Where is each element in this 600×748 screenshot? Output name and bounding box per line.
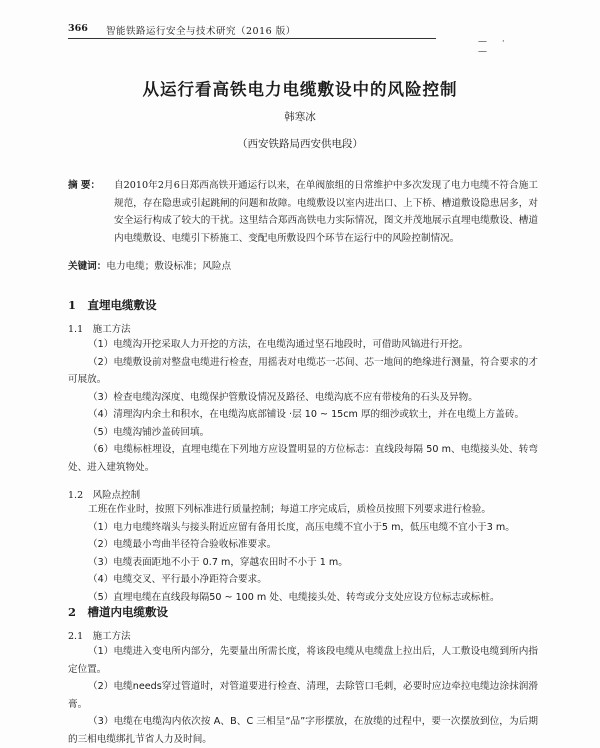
affiliation: （西安铁路局西安供电段） — [237, 138, 363, 150]
section-1-2-heading: 1.2 风险点控制 — [68, 490, 141, 501]
list-item: （4）电缆交叉、平行最小净距符合要求。 — [88, 574, 267, 585]
list-item: （3）电缆在电缆沟内依次按 A、B、C 三相呈“品”字形摆放，在放缆的过程中，要一次摆放到位，为后期的三相电缆绑扎节省人力及时间。 — [68, 716, 538, 745]
list-item: （1）电力电缆终端头与接头附近应留有备用长度，高压电缆不宜小于5 m，低压电缆不宜小于3 m。 — [88, 521, 515, 533]
section-1-2-body — [68, 501, 538, 606]
keywords-label: 关键词： — [68, 261, 107, 272]
list-item: 工班在作业时，按照下列标准进行质量控制；每道工序完成后，质检员按照下列要求进行检验。 — [88, 504, 491, 515]
section-2-1-body — [68, 643, 538, 748]
list-item: （5）直埋电缆在直线段每隔50 ~ 100 m 处、电缆接头处、转弯或分支处应设方位标志或标桩。 — [88, 591, 500, 603]
keywords-text: 电力电缆；敷设标准；风险点 — [106, 261, 232, 272]
list-item: （4）清理沟内余土和积水，在电缆沟底部铺设 ·层 10 ~ 15cm 厚的细沙或软土，并在电缆上方盖砖。 — [88, 409, 525, 420]
paper-title: 从运行看高铁电力电缆敷设中的风险控制 — [142, 80, 458, 99]
abstract-label: 摘 要： — [68, 180, 101, 191]
list-item: （3）电缆表面距地不小于 0.7 m，穿越农田时不小于 1 m。 — [88, 556, 348, 568]
list-item: （6）电缆标桩埋设，直埋电缆在下列地方应设置明显的方位标志：直线段每隔 50 m、电缆接头处、转弯处、进入建筑物处。 — [68, 444, 538, 473]
header-marks: — · — — [478, 37, 511, 57]
section-2-heading: 2 槽道内电缆敷设 — [68, 605, 169, 619]
section-2-1-heading: 2.1 施工方法 — [68, 631, 131, 642]
abstract — [68, 177, 538, 247]
list-item: （5）电缆沟铺沙盖砖回填。 — [88, 426, 210, 438]
list-item: （3）检查电缆沟深度、电缆保护管敷设情况及路径、电缆沟底不应有带棱角的石头及异物。 — [88, 391, 478, 403]
page-number: 366 — [68, 23, 88, 34]
journal-title: 智能铁路运行安全与技术研究（2016 版） — [106, 26, 296, 37]
list-item: （1）电缆沟开挖采取人力开挖的方法，在电缆沟通过坚石地段时，可借助风镐进行开挖。 — [88, 339, 469, 350]
keywords — [68, 258, 538, 272]
section-1-heading: 1 直埋电缆敷设 — [68, 298, 157, 312]
list-item: （2）电缆最小弯曲半径符合验收标准要求。 — [88, 539, 277, 550]
header-rule — [68, 38, 436, 39]
section-1-1-heading: 1.1 施工方法 — [68, 324, 131, 335]
list-item: （2）电缆needs穿过管道时，对管道要进行检查、清理，去除管口毛刺，必要时应边牵拉电缆边涂抹润滑膏。 — [68, 681, 538, 710]
section-1-1-body — [68, 336, 538, 476]
list-item: （2）电缆敷设前对整盘电缆进行检查，用摇表对电缆芯一芯间、芯一地间的绝缘进行测量，符合要求的才可展放。 — [68, 356, 538, 385]
list-item: （1）电缆进入变电所内部分，先要量出所需长度，将该段电缆从电缆盘上拉出后，人工敷设电缆到所内指定位置。 — [68, 646, 538, 675]
author: 韩寒冰 — [284, 111, 316, 123]
abstract-text: 自2010年2月6日郑西高铁开通运行以来，在单阀旅组的日常维护中多次发现了电力电缆不符合施工规范，存在隐患或引起跳闸的问题和故障。电缆敷设以室内进出口、上下桥、槽道敷设隐患居多，对安全运行构成了较大的干扰。这里结合郑西高铁电力实际情况，图文并茂地展示直埋电缆敷设、槽道内电缆敷设、电缆引下桥施工、变配电所敷设四个环节在运行中的风险控制情况。 — [114, 180, 538, 244]
